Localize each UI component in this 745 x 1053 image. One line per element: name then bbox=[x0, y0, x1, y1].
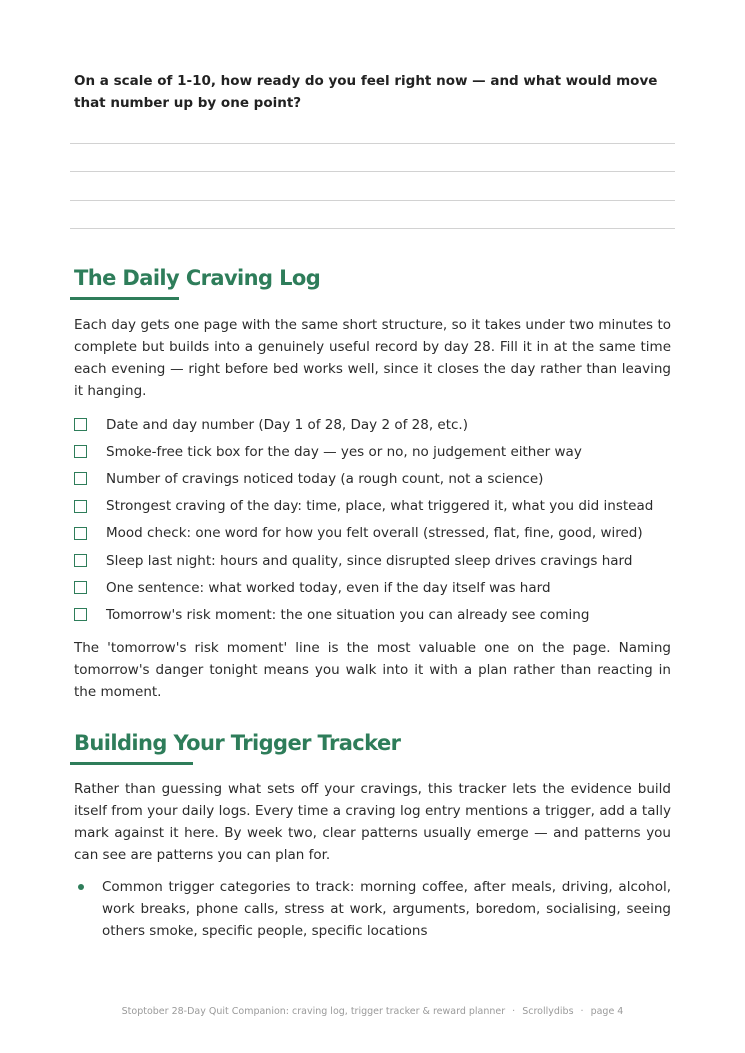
answer-line-1[interactable] bbox=[70, 143, 675, 144]
trigger-tracker-heading: Building Your Trigger Tracker bbox=[74, 731, 401, 755]
answer-line-4[interactable] bbox=[70, 228, 675, 229]
checkbox[interactable] bbox=[74, 608, 87, 621]
checklist-item-label: One sentence: what worked today, even if the day itself was hard bbox=[106, 579, 551, 596]
checklist-item bbox=[74, 574, 653, 601]
answer-line-2[interactable] bbox=[70, 171, 675, 172]
checklist-item-label: Strongest craving of the day: time, place, what triggered it, what you did instead bbox=[106, 498, 654, 515]
checkbox[interactable] bbox=[74, 581, 87, 594]
craving-log-heading: The Daily Craving Log bbox=[74, 266, 321, 290]
checkbox[interactable] bbox=[74, 554, 87, 567]
checklist-item-label: Sleep last night: hours and quality, since disrupted sleep drives cravings hard bbox=[106, 552, 633, 569]
footer-title: Stoptober 28-Day Quit Companion: craving log, trigger tracker & reward planner bbox=[121, 1006, 506, 1017]
checklist-item-label: Tomorrow's risk moment: the one situation you can already see coming bbox=[106, 606, 590, 623]
checklist-item bbox=[74, 547, 653, 574]
trigger-bullet-item bbox=[74, 876, 671, 942]
trigger-tracker-intro: Rather than guessing what sets off your cravings, this tracker lets the evidence build itself from your daily logs. Every time a craving log entry mentions a trigger, add a tally mark against it here. By week two, clear patterns usually emerge — and patterns you can see are patterns you can plan for. bbox=[74, 781, 671, 863]
checkbox[interactable] bbox=[74, 418, 87, 431]
checkbox[interactable] bbox=[74, 527, 87, 540]
checkbox[interactable] bbox=[74, 472, 87, 485]
page-footer: Stoptober 28-Day Quit Companion: craving log, trigger tracker & reward planner · Scrollydibs · page 4 bbox=[121, 1006, 624, 1017]
checklist-item-label: Mood check: one word for how you felt overall (stressed, flat, fine, good, wired) bbox=[106, 525, 643, 542]
checklist-item-label: Number of cravings noticed today (a rough count, not a science) bbox=[106, 470, 544, 487]
checklist-item bbox=[74, 601, 653, 628]
checklist-item-label: Date and day number (Day 1 of 28, Day 2 of 28, etc.) bbox=[106, 416, 468, 433]
footer-page-number: page 4 bbox=[590, 1006, 624, 1017]
bullet-dot-icon bbox=[78, 884, 84, 890]
craving-log-outro: The 'tomorrow's risk moment' line is the most valuable one on the page. Naming tomorrow's danger tonight means you walk into it with a plan rather than reacting in the moment. bbox=[74, 640, 671, 700]
prompt-question: On a scale of 1-10, how ready do you feel right now — and what would move that number up by one point? bbox=[74, 73, 658, 111]
craving-log-checklist bbox=[74, 411, 653, 629]
checklist-item bbox=[74, 438, 653, 465]
checklist-item bbox=[74, 493, 653, 520]
answer-line-3[interactable] bbox=[70, 200, 675, 201]
checkbox[interactable] bbox=[74, 500, 87, 513]
checklist-item bbox=[74, 520, 653, 547]
checklist-item bbox=[74, 465, 653, 492]
checklist-item-label: Smoke-free tick box for the day — yes or no, no judgement either way bbox=[106, 443, 582, 460]
craving-log-intro: Each day gets one page with the same short structure, so it takes under two minutes to complete but builds into a genuinely useful record by day 28. Fill it in at the same time each evening — right before bed works well, since it closes the day rather than leaving it hanging. bbox=[74, 317, 671, 399]
craving-log-heading-underline bbox=[70, 297, 179, 300]
footer-brand: Scrollydibs bbox=[522, 1006, 574, 1017]
trigger-bullet-text: Common trigger categories to track: morning coffee, after meals, driving, alcohol, work breaks, phone calls, stress at work, arguments, boredom, socialising, seeing others smoke, specific people, specific locations bbox=[102, 879, 671, 939]
checkbox[interactable] bbox=[74, 445, 87, 458]
checklist-item bbox=[74, 411, 653, 438]
trigger-tracker-heading-underline bbox=[70, 762, 193, 765]
